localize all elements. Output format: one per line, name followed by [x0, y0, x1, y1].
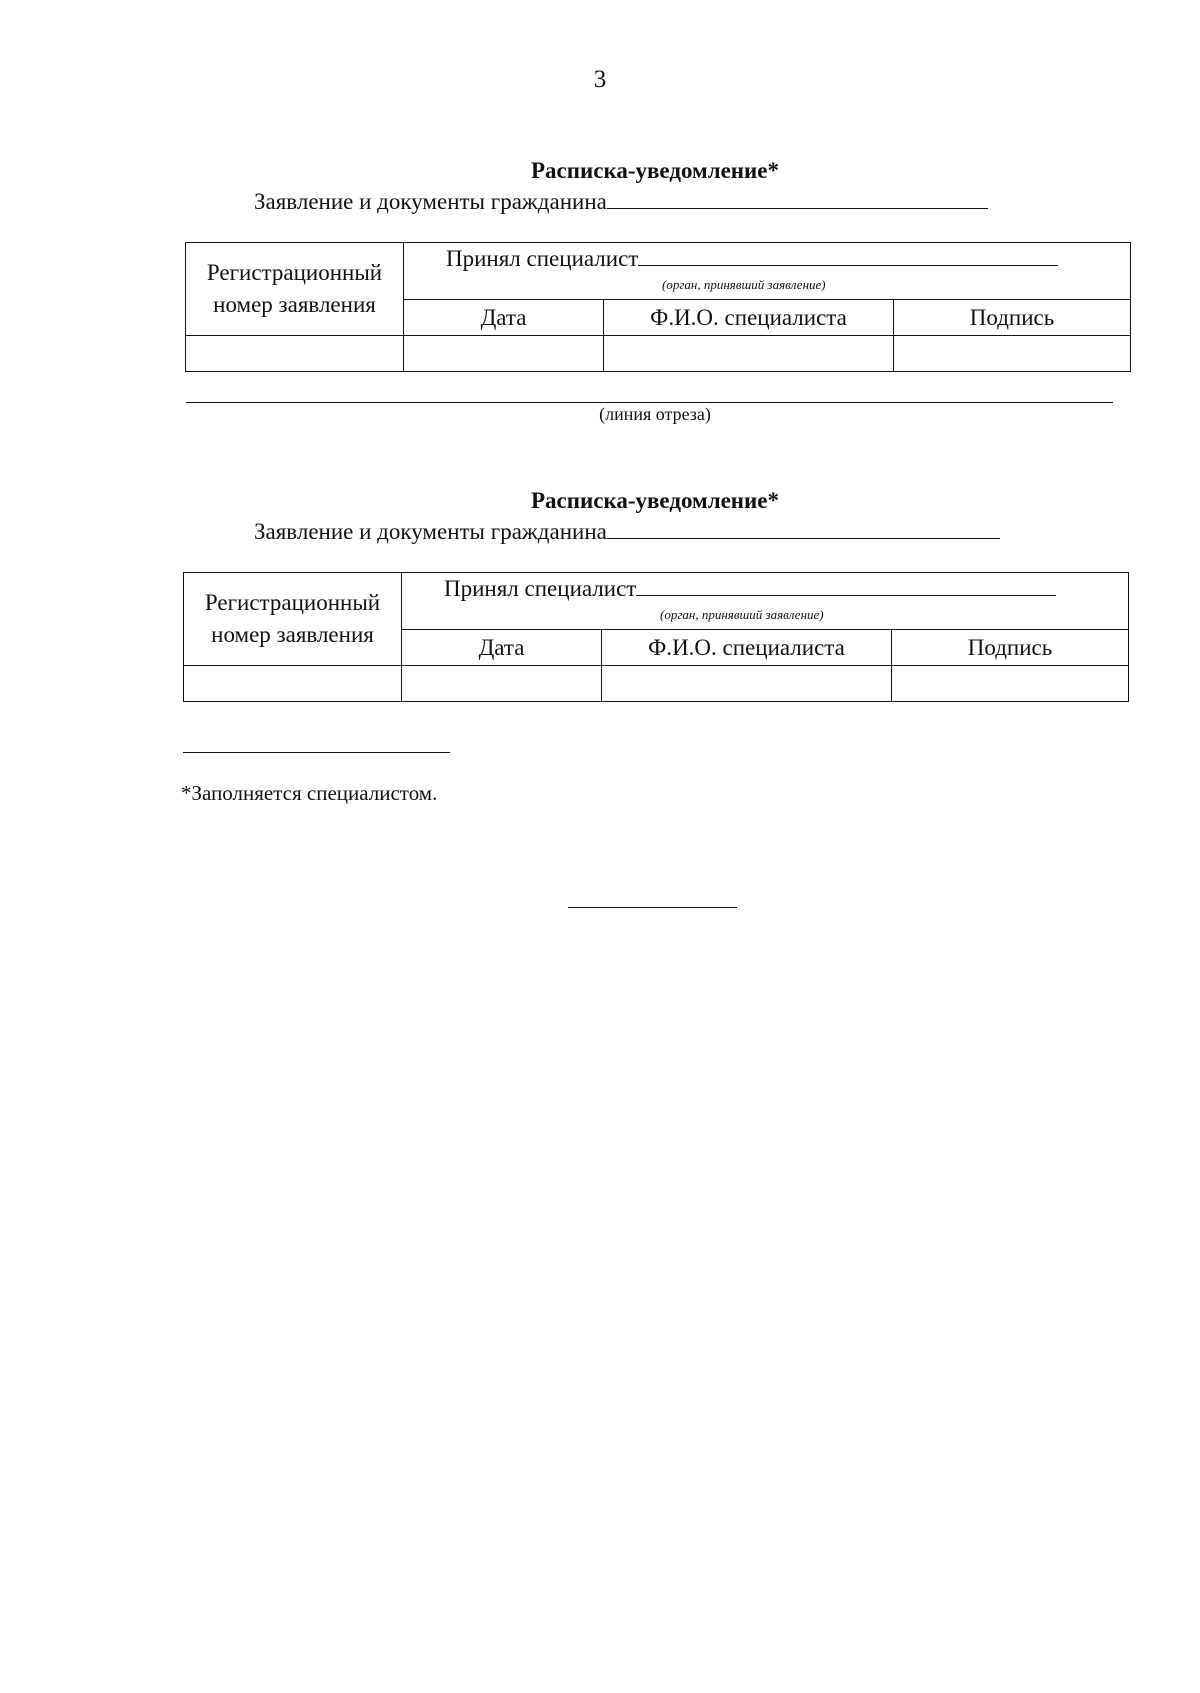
- receipt-1-title: Расписка-уведомление*: [530, 158, 780, 183]
- footnote-separator: [183, 752, 450, 753]
- receipt-1-subtitle: Заявление и документы гражданина: [254, 189, 607, 214]
- receipt-2-reg-number-label-2: номер заявления: [211, 622, 374, 647]
- cut-line-label: (линия отреза): [599, 404, 711, 424]
- receipt-2-accepted-hint: (орган, принявший заявление): [660, 607, 824, 622]
- receipt-1-table: [185, 242, 1131, 372]
- receipt-2-accepted-cell: [402, 573, 1129, 630]
- receipt-1-accepted-hint: (орган, принявший заявление): [662, 277, 826, 292]
- receipt-1-accepted-label: Принял специалист: [446, 246, 639, 271]
- receipt-1-name-cell[interactable]: [604, 336, 894, 372]
- receipt-1-col-date: Дата: [404, 300, 604, 336]
- receipt-2-col-name: Ф.И.О. специалиста: [602, 630, 892, 666]
- receipt-1-subtitle-line: [254, 188, 988, 215]
- receipt-1-signature-cell[interactable]: [894, 336, 1131, 372]
- receipt-2-name-cell[interactable]: [602, 666, 892, 702]
- receipt-1-reg-number-label-1: Регистрационный: [206, 260, 383, 285]
- receipt-2-signature-cell[interactable]: [892, 666, 1129, 702]
- receipt-2-col-date: Дата: [402, 630, 602, 666]
- receipt-1-reg-number-label-2: номер заявления: [213, 292, 376, 317]
- receipt-2-reg-number-label-1: Регистрационный: [204, 590, 381, 615]
- receipt-1-citizen-blank[interactable]: [607, 188, 988, 209]
- receipt-2-table: [183, 572, 1129, 702]
- receipt-2-reg-number-header: [184, 573, 402, 666]
- receipt-2-accepted-label: Принял специалист: [444, 576, 637, 601]
- receipt-1-date-cell[interactable]: [404, 336, 604, 372]
- end-of-document-rule: [568, 907, 737, 908]
- page-number: 3: [593, 66, 607, 93]
- receipt-2-subtitle-line: [254, 518, 1000, 545]
- receipt-1-col-signature: Подпись: [894, 300, 1131, 336]
- cut-line: [186, 402, 1113, 403]
- receipt-2-title: Расписка-уведомление*: [530, 488, 780, 513]
- receipt-2-citizen-blank[interactable]: [607, 518, 1000, 539]
- receipt-1-reg-number-header: [186, 243, 404, 336]
- receipt-1-accepted-cell: [404, 243, 1131, 300]
- receipt-2-reg-number-cell[interactable]: [184, 666, 402, 702]
- receipt-1-accepted-blank[interactable]: [638, 245, 1058, 266]
- receipt-2-subtitle: Заявление и документы гражданина: [254, 519, 607, 544]
- footnote-text: *Заполняется специалистом.: [181, 781, 438, 805]
- receipt-2-col-signature: Подпись: [892, 630, 1129, 666]
- receipt-2-accepted-blank[interactable]: [636, 575, 1056, 596]
- receipt-2-date-cell[interactable]: [402, 666, 602, 702]
- receipt-1-reg-number-cell[interactable]: [186, 336, 404, 372]
- receipt-1-col-name: Ф.И.О. специалиста: [604, 300, 894, 336]
